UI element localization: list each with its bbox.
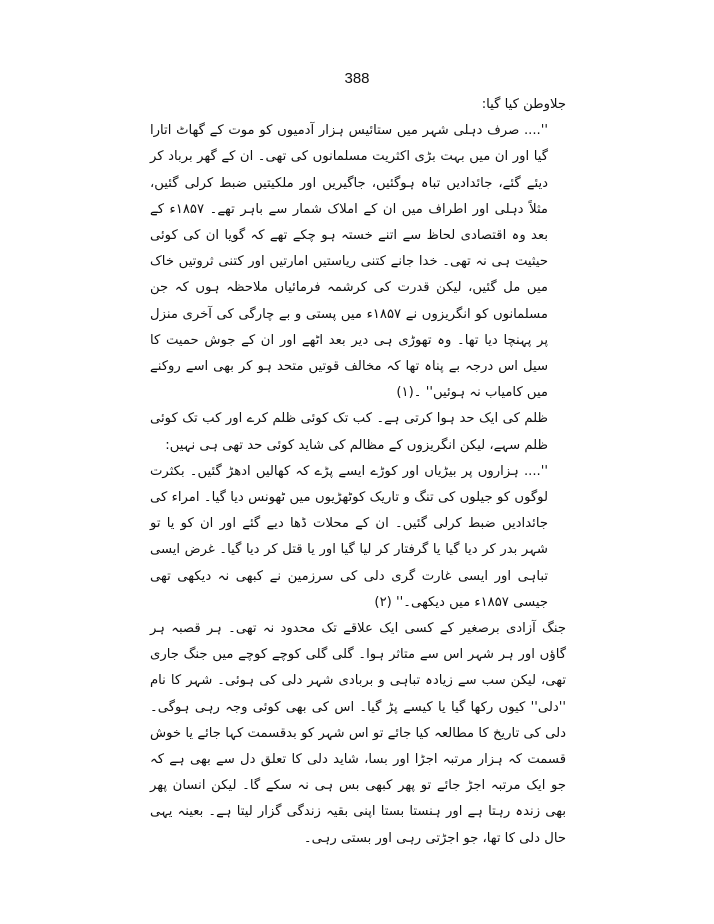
- quote-paragraph-2: ''.... ہزاروں پر بیڑیاں اور کوڑے ایسے پڑے کہ کھالیں ادھڑ گئیں۔ بکثرت لوگوں کو جیلوں کی تنگ و تاریک کوٹھڑیوں میں ٹھونس دیا گیا۔ امراء کی جائدادیں ضبط کرلی گئیں۔ ان کے محلات ڈھا دیے گئے اور ان کو یا تو شہر بدر کر دیا گیا یا گرفتار کر لیا گیا اور یا قتل کر دیا گیا۔ غرض ایسی تباہی اور ایسی غارت گری دلی کی سرزمین نے کبھی نہ دیکھی تھی جیسی ۱۸۵۷ء میں دیکھی۔'' (۲): [150, 463, 548, 610]
- body-paragraph-2: ظلم کی ایک حد ہوا کرتی ہے۔ کب تک کوئی ظلم کرے اور کب تک کوئی ظلم سہے، لیکن انگریزوں کے مظالم کی شاید کوئی حد تھی ہی نہیں:: [150, 411, 548, 453]
- page-number: 388: [344, 70, 370, 87]
- body-paragraph-4: جنگ آزادی برصغیر کے کسی ایک علاقے تک محدود نہ تھی۔ ہر قصبہ ہر گاؤں اور ہر شہر اس سے متاثر ہوا۔ گلی گلی کوچے کوچے میں جنگ جاری تھی، لیکن سب سے زیادہ تباہی و بربادی شہر دلی کی ہوئی۔ شہر کا نام ''دلی'' کیوں رکھا گیا یا کیسے پڑ گیا۔ اس کی بھی کوئی وجہ رہی ہوگی۔ دلی کی تاریخ کا مطالعہ کیا جائے تو اس شہر کو بدقسمت کہا جائے یا خوش قسمت کہ ہزار مرتبہ اجڑا اور بسا، شاید دلی کا تعلق دل سے بھی ہے کہ جو ایک مرتبہ اجڑ جائے تو پھر کبھی بس ہی نہ سکے گا۔ لیکن انسان پھر بھی زندہ رہتا ہے اور ہنستا بستا اپنی بقیہ زندگی گزار لیتا ہے۔ بعینہ یہی حال دلی کا تھا، جو اجڑتی رہی اور بستی رہی۔: [150, 621, 566, 846]
- page-body: [150, 92, 566, 852]
- quote-paragraph-1: ''.... صرف دہلی شہر میں ستائیس ہزار آدمیوں کو موت کے گھاٹ اتارا گیا اور ان میں بہت بڑی اکثریت مسلمانوں کی تھی۔ ان کے گھر برباد کر دیئے گئے، جائدادیں تباہ ہوگئیں، جاگیریں اور ملکیتیں ضبط کرلی گئیں، مثلاً دہلی اور اطراف میں ان کے املاک شمار سے باہر تھے۔ ۱۸۵۷ء کے بعد وہ اقتصادی لحاظ سے اتنے خستہ ہو چکے تھے کہ گویا ان کی کوئی حیثیت ہی نہ تھی۔ خدا جانے کتنی ریاستیں امارتیں اور کتنی ثروتیں خاک میں مل گئیں، لیکن قدرت کی کرشمہ فرمائیاں ملاحظہ ہوں کہ جن مسلمانوں کو انگریزوں نے ۱۸۵۷ء میں پستی و بے چارگی کی آخری منزل پر پہنچا دیا تھا۔ وہ تھوڑی ہی دیر بعد اٹھے اور ان کے جوش حمیت کا سیل اس درجہ بے پناہ تھا کہ مخالف قوتیں متحد ہو کر بھی اسے روکنے میں کامیاب نہ ہوئیں'' ۔(۱): [150, 123, 548, 401]
- section-heading: جلاوطن کیا گیا:: [481, 97, 566, 112]
